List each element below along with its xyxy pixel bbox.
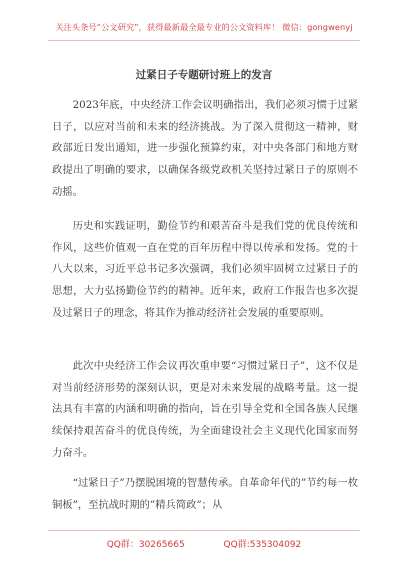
footer-qq-group-2: QQ群:535304092 bbox=[223, 540, 302, 550]
paragraph-4: “过紧日子”乃摆脱困境的智慧传承。自革命年代的”节约每一枚铜板”，至抗战时期的”精兵简政”；从 bbox=[52, 477, 358, 511]
header-banner: 关注头条号“公文研究”，获得最新最全最专业的公文资料库！ 微信：gongwenyj bbox=[55, 22, 353, 32]
footer-divider bbox=[48, 530, 360, 531]
paragraph-3: 此次中央经济工作会议再次重申要“习惯过紧日子”，这不仅是对当前经济形势的深刻认识，更是对未来发展的战略考量。这一提法具有丰富的内涵和明确的指向，旨在引导全党和全国各族人民继续保持艰苦奋斗的优良传统，为全面建设社会主义现代化国家而努力奋斗。 bbox=[52, 360, 358, 459]
header-divider bbox=[48, 40, 360, 41]
footer bbox=[0, 537, 408, 550]
footer-qq-group-1: QQ群：30265665 bbox=[106, 540, 185, 550]
document-title: 过紧日子专题研讨班上的发言 bbox=[135, 69, 273, 81]
paragraph-1: 2023年底，中央经济工作会议明确指出，我们必须习惯于过紧日子，以应对当前和未来的经济挑战。为了深入贯彻这一精神，财政部近日发出通知，进一步强化预算约束，对中央各部门和地方财政提出了明确的要求，以确保各级党政机关坚持过紧日子的原则不动摇。 bbox=[52, 99, 358, 198]
paragraph-2: 历史和实践证明，勤俭节约和艰苦奋斗是我们党的优良传统和作风，这些价值观一直在党的百年历程中得以传承和发扬。党的十八大以来，习近平总书记多次强调，我们必须牢固树立过紧日子的思想，大力弘扬勤俭节约的精神。近年来，政府工作报告也多次提及过紧日子的理念，将其作为推动经济社会发展的重要原则。 bbox=[52, 220, 358, 319]
